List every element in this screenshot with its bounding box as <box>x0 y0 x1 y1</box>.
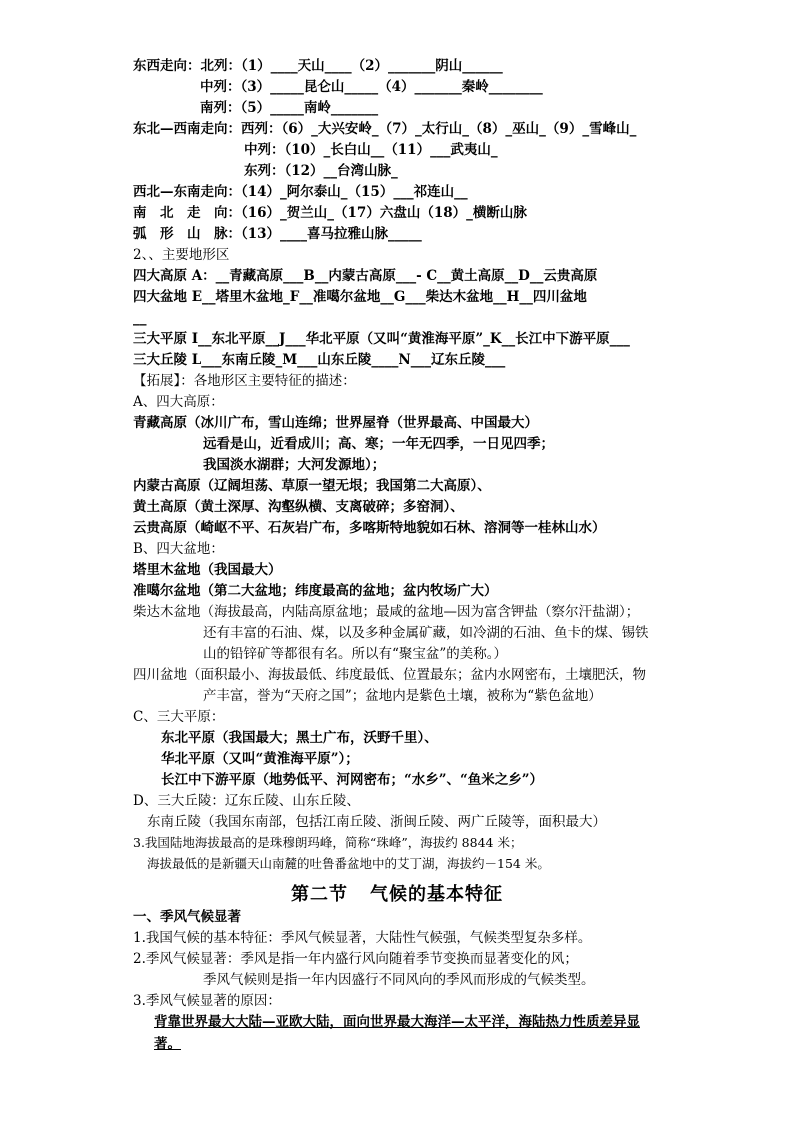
text-line: 弧 形 山 脉：（13）____喜马拉雅山脉_____ <box>133 226 422 242</box>
text-line: 3.季风气候显著的原因： <box>133 993 281 1009</box>
text-line: 柴达木盆地（海拔最高，内陆高原盆地；最咸的盆地—因为富含钾盐（察尔汗盐湖）； <box>133 604 640 620</box>
text-line: 华北平原（又叫“黄淮海平原”）； <box>161 751 359 767</box>
text-line: 山的铅锌矿等都很有名。所以有“聚宝盆”的美称。） <box>203 646 508 662</box>
text-line: 准噶尔盆地（第二大盆地；纬度最高的盆地；盆内牧场广大） <box>133 583 498 599</box>
text-line: 1.我国气候的基本特征：季风气候显著，大陆性气候强，气候类型复杂多样。 <box>133 930 592 946</box>
text-line: A、四大高原： <box>133 394 224 410</box>
text-line: 东西走向：北列：（1）____天山____（2）_______阴山______ <box>133 58 503 74</box>
text-line: 3.我国陆地海拔最高的是珠穆朗玛峰，简称“珠峰”，海拔约 8844 米； <box>133 835 523 850</box>
text-line: 三大丘陵 L___东南丘陵_M___山东丘陵____N___辽东丘陵___ <box>133 352 506 368</box>
text-line: 【拓展】：各地形区主要特征的描述： <box>133 373 356 389</box>
text-line: D、三大丘陵：辽东丘陵、山东丘陵、 <box>133 793 360 809</box>
section-heading <box>0 880 794 906</box>
text-line: 西北—东南走向：（14）_阿尔泰山_（15）___祁连山__ <box>133 184 468 200</box>
text-line: 著。 <box>154 1036 181 1052</box>
text-line: B、四大盆地： <box>133 541 224 557</box>
text-line: 一、季风气候显著 <box>133 909 241 925</box>
text-line: 长江中下游平原（地势低平、河网密布；“水乡”、“鱼米之乡”） <box>161 772 544 788</box>
text-line: 黄土高原（黄土深厚、沟壑纵横、支离破碎；多窑洞）、 <box>133 499 464 515</box>
text-line: 南 北 走 向：（16）_贺兰山_（17）六盘山（18）_横断山脉 <box>133 205 527 221</box>
text-line: 青藏高原（冰川广布，雪山连绵；世界屋脊（世界最高、中国最大） <box>133 415 538 431</box>
section-title: 气候的基本特征 <box>370 884 503 905</box>
text-line: 远看是山，近看成川；高、寒；一年无四季，一日见四季； <box>203 436 554 452</box>
text-line: __ <box>133 310 147 326</box>
text-line: 中列：（10）_长白山__（11）___武夷山_ <box>244 142 498 158</box>
text-line: 云贵高原（崎岖不平、石灰岩广布，多喀斯特地貌如石林、溶洞等一桂林山水） <box>133 520 606 536</box>
text-line: 2、、主要地形区 <box>133 247 230 263</box>
text-line: 2.季风气候显著：季风是指一年内盛行风向随着季节变换而显著变化的风； <box>133 951 578 967</box>
text-line: 背靠世界最大大陆—亚欧大陆，面向世界最大海洋—太平洋，海陆热力性质差异显 <box>154 1014 640 1030</box>
text-line: 我国淡水湖群；大河发源地）； <box>203 457 386 473</box>
text-line: 内蒙古高原（辽阔坦荡、草原一望无垠；我国第二大高原）、 <box>133 478 491 494</box>
text-line: 塔里木盆地（我国最大） <box>133 562 282 578</box>
text-line: 四大盆地 E__塔里木盆地_F__准噶尔盆地__G___柴达木盆地__H__四川盆地 <box>133 289 587 305</box>
text-line: 还有丰富的石油、煤，以及多种金属矿藏，如冷湖的石油、鱼卡的煤、锡铁 <box>203 625 649 641</box>
text-line: 季风气候则是指一年内因盛行不同风向的季风而形成的气候类型。 <box>203 972 595 988</box>
text-line: 产丰富，誉为“天府之国”；盆地内是紫色土壤，被称为“紫色盆地） <box>203 688 602 704</box>
text-line: 东列：（12）__台湾山脉_ <box>244 163 398 179</box>
text-line: 东南丘陵（我国东南部，包括江南丘陵、浙闽丘陵、两广丘陵等，面积最大） <box>147 814 606 830</box>
text-line: 中列：（3）_____昆仑山_____（4）_______秦岭________ <box>200 79 543 95</box>
section-number: 第二节 <box>291 884 348 905</box>
text-line: C、三大平原： <box>133 709 225 725</box>
text-line: 四大高原 A：__青藏高原___B__内蒙古高原___- C__黄土高原__D__云贵高原 <box>133 268 598 284</box>
text-line: 四川盆地（面积最小、海拔最低、纬度最低、位置最东；盆内水网密布，土壤肥沃，物 <box>133 667 646 683</box>
text-line: 东北平原（我国最大；黑土广布，沃野千里）、 <box>161 730 438 746</box>
text-line: 三大平原 I__东北平原__J___华北平原（又叫“黄淮海平原”_K__长江中下游平原___ <box>133 331 630 347</box>
text-line: 南列：（5）_____南岭_______ <box>200 100 379 116</box>
text-line: 东北—西南走向：西列：（6）_大兴安岭_（7）_太行山_（8）_巫山_（9）_雪峰山_ <box>133 121 637 137</box>
text-line: 海拔最低的是新疆天山南麓的吐鲁番盆地中的艾丁湖，海拔约－154 米。 <box>147 856 550 871</box>
